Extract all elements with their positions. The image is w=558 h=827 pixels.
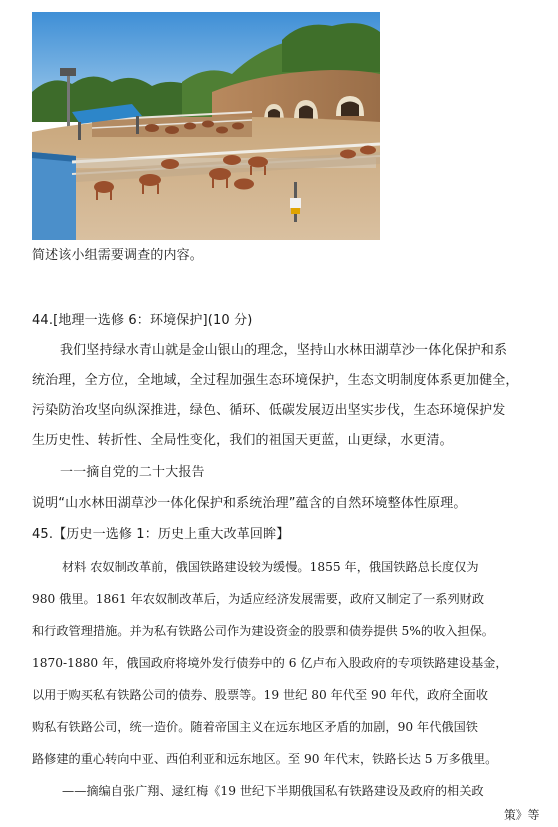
q43-prompt: 简述该小组需要调查的内容。 (32, 248, 203, 263)
q45-material-line: 1870-1880 年，俄国政府将境外发行债券中的 6 亿卢布入股政府的专项铁路建设基金， (32, 656, 508, 670)
q44-paragraph-line: 我们坚持绿水青山就是金山银山的理念，坚持山水林田湖草沙一体化保护和系 (60, 343, 508, 358)
q45-material-line: 购私有铁路公司，统一造价。随着帝国主义在远东地区矛盾的加剧，90 年代俄国铁 (32, 720, 478, 734)
q44-paragraph-line: 统治理，全方位，全地域，全过程加强生态环境保护，生态文明制度体系更加健全， (32, 373, 519, 388)
q44-question: 说明“山水林田湖草沙一体化保护和系统治理”蕴含的自然环境整体性原理。 (32, 496, 467, 511)
q45-material-line: 路修建的重心转向中亚、西伯利亚和远东地区。至 90 年代末，铁路长达 5 万多俄里。 (32, 752, 498, 766)
q45-citation-tail: 策》等 (504, 808, 540, 822)
q45-header: 45.【历史一选修 1：历史上重大改革回眸】 (32, 527, 290, 542)
q44-source: 一一摘自党的二十大报告 (60, 465, 205, 480)
farm-photo (32, 12, 380, 240)
q44-paragraph-line: 污染防治攻坚向纵深推进，绿色、循环、低碳发展迈出坚实步伐，生态环境保护发 (32, 403, 506, 418)
q45-material-line: 980 俄里。1861 年农奴制改革后，为适应经济发展需要，政府又制定了一系列财政 (32, 592, 485, 606)
q45-material-line: 和行政管理措施。并为私有铁路公司作为建设资金的股票和债券提供 5%的收入担保。 (32, 624, 494, 638)
q45-citation: ——摘编自张广翔、逯红梅《19 世纪下半期俄国私有铁路建设及政府的相关政 (62, 784, 484, 798)
q44-header: 44.[地理一选修 6：环境保护](10 分) (32, 313, 253, 328)
q45-material-line: 材料 农奴制改革前，俄国铁路建设较为缓慢。1855 年，俄国铁路总长度仅为 (62, 560, 479, 574)
q44-paragraph-line: 生历史性、转折性、全局性变化，我们的祖国天更蓝，山更绿，水更清。 (32, 433, 453, 448)
q45-material-line: 以用于购买私有铁路公司的债券、股票等。19 世纪 80 年代至 90 年代，政府全面收 (32, 688, 488, 702)
